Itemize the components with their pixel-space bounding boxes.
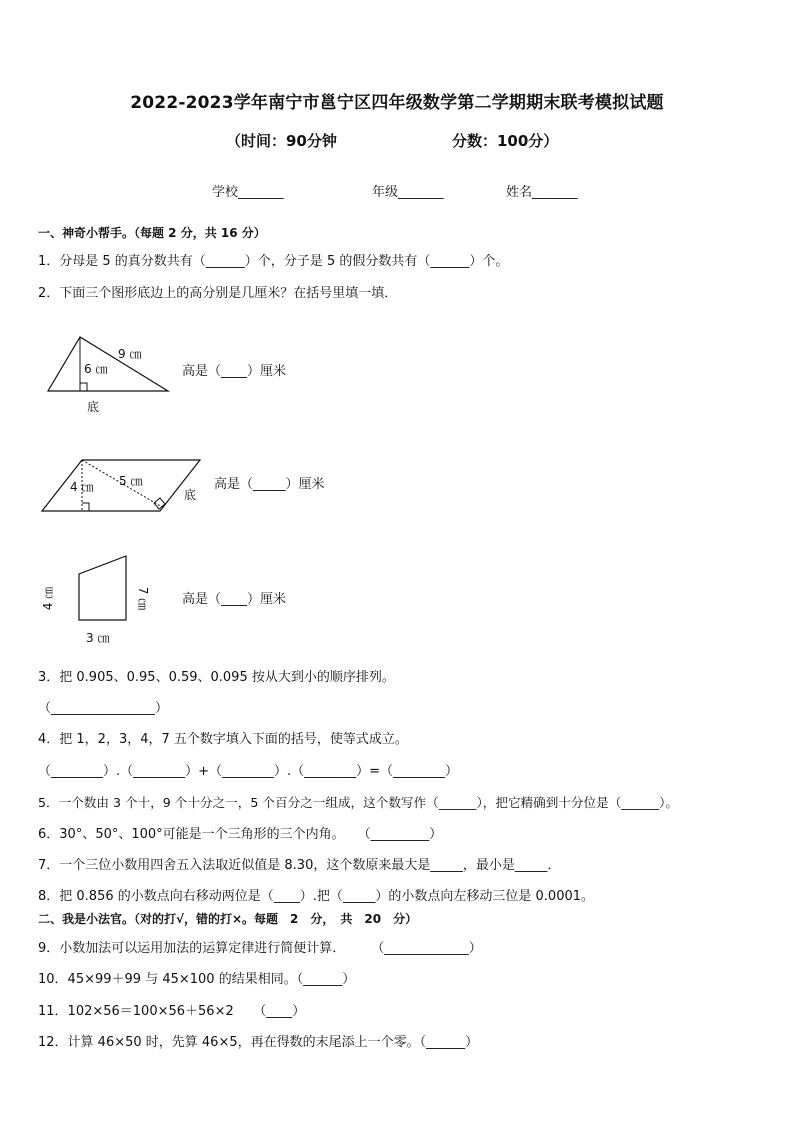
parallelogram-base-label: 底	[184, 488, 197, 502]
triangle-side-label: 9 ㎝	[118, 347, 142, 361]
triangle-figure	[44, 333, 174, 395]
question-4: 4．把 1，2，3，4，7 五个数字填入下面的括号，使等式成立。	[38, 732, 408, 747]
question-3: 3．把 0.905、0.95、0.59、0.095 按从大到小的顺序排列。	[38, 670, 395, 685]
page-title: 2022-2023学年南宁市邕宁区四年级数学第二学期期末联考模拟试题	[130, 93, 664, 113]
grade-field: 年级_______	[372, 185, 444, 200]
question-4-blank: （________）.（________）+（________）.（________）=（________）	[38, 764, 459, 779]
triangle-height-label: 6 ㎝	[84, 362, 108, 376]
question-1: 1．分母是 5 的真分数共有（______）个，分子是 5 的假分数共有（______）个。	[38, 254, 509, 269]
question-2: 2．下面三个图形底边上的高分别是几厘米？在括号里填一填．	[38, 286, 398, 301]
triangle-base-label: 底	[87, 400, 100, 414]
question-11: 11．102×56＝100×56＋56×2 （____）	[38, 1004, 306, 1019]
section-one-heading: 一、神奇小帮手。（每题 2 分，共 16 分）	[38, 226, 266, 240]
trapezoid-right-label: 7 ㎝	[136, 586, 151, 611]
exam-score: 分数：100分）	[452, 132, 559, 150]
trapezoid-bottom-label: 3 ㎝	[86, 631, 110, 645]
trapezoid-figure	[76, 554, 130, 624]
exam-time: （时间：90分钟	[226, 132, 337, 150]
parallelogram-answer: 高是（_____）厘米	[214, 477, 325, 492]
question-8: 8．把 0.856 的小数点向右移动两位是（____）.把（_____）的小数点向左移动三位是 0.0001。	[38, 889, 595, 904]
section-two-heading: 二、我是小法官。（对的打√，错的打×。每题 2 分， 共 20 分）	[38, 912, 418, 926]
parallelogram-diagonal-label: 5 ㎝	[119, 474, 143, 488]
parallelogram-height-label: 4 ㎝	[70, 480, 94, 494]
question-10: 10．45×99＋99 与 45×100 的结果相同。（______）	[38, 972, 356, 987]
triangle-answer: 高是（____）厘米	[182, 364, 287, 379]
question-12: 12．计算 46×50 时，先算 46×5，再在得数的末尾添上一个零。（______）	[38, 1035, 479, 1050]
question-5: 5．一个数由 3 个十，9 个十分之一，5 个百分之一组成，这个数写作（______），把它精确到十分位是（______）。	[38, 795, 678, 810]
name-field: 姓名_______	[506, 185, 578, 200]
question-9: 9．小数加法可以运用加法的运算定律进行简便计算． （_____________）	[38, 941, 482, 956]
question-6: 6．30°、50°、100°可能是一个三角形的三个内角。 （_________）	[38, 827, 443, 842]
trapezoid-answer: 高是（____）厘米	[182, 592, 287, 607]
school-field: 学校_______	[212, 185, 284, 200]
question-7: 7．一个三位小数用四舍五入法取近似值是 8.30，这个数原来最大是_____，最小是_____．	[38, 858, 561, 873]
question-3-blank: （________________）	[38, 701, 169, 716]
trapezoid-left-label: 4 ㎝	[41, 586, 56, 611]
